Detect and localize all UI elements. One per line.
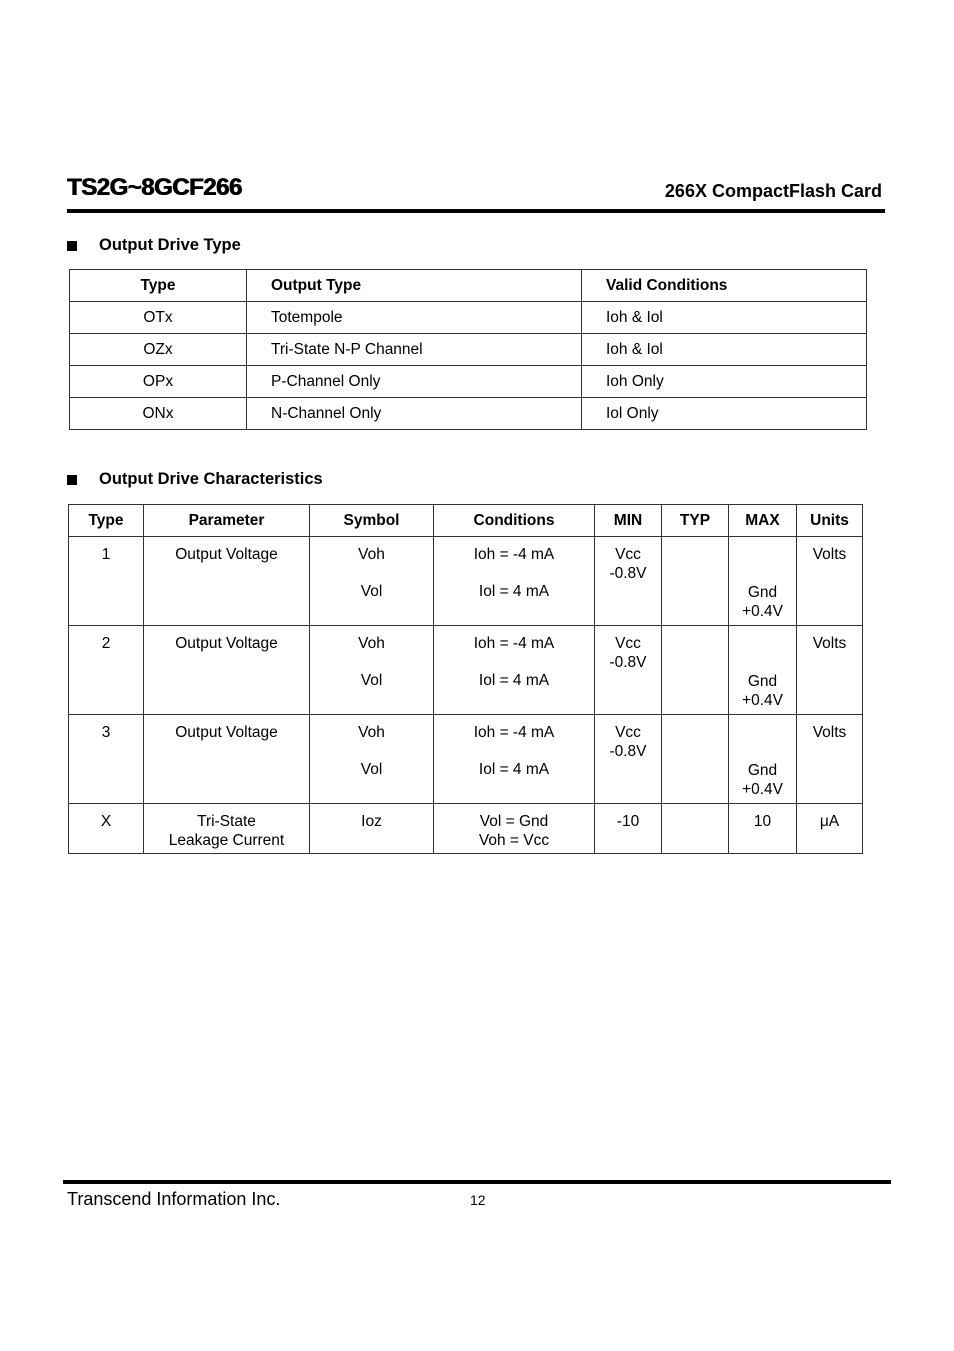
type-cell: 2 bbox=[69, 626, 144, 715]
column-header: Units bbox=[797, 505, 863, 537]
page-number: 12 bbox=[470, 1192, 486, 1208]
section-heading-output-drive-characteristics bbox=[67, 470, 323, 489]
section-heading-text: Output Drive Type bbox=[99, 236, 241, 254]
output-drive-type-table bbox=[69, 269, 867, 430]
column-header: Symbol bbox=[310, 505, 434, 537]
table-cell: OTx bbox=[70, 302, 247, 334]
table-cell: ONx bbox=[70, 398, 247, 430]
parameter-cell: Output Voltage bbox=[144, 537, 310, 626]
footer-rule bbox=[63, 1180, 891, 1184]
column-header: Conditions bbox=[434, 505, 595, 537]
units-cell: Volts bbox=[797, 626, 863, 715]
column-header: Parameter bbox=[144, 505, 310, 537]
units-cell: Volts bbox=[797, 715, 863, 804]
typ-cell bbox=[662, 804, 729, 854]
section-heading-text: Output Drive Characteristics bbox=[99, 470, 323, 488]
max-cell: 10 bbox=[729, 804, 797, 854]
parameter-cell: Output Voltage bbox=[144, 715, 310, 804]
type-cell: 1 bbox=[69, 537, 144, 626]
table-cell: Totempole bbox=[247, 302, 582, 334]
section-heading-output-drive-type bbox=[67, 236, 241, 255]
min-cell: -10 bbox=[595, 804, 662, 854]
typ-cell bbox=[662, 626, 729, 715]
symbol-cell: Ioz bbox=[310, 804, 434, 854]
output-drive-characteristics-table bbox=[68, 504, 863, 854]
typ-cell bbox=[662, 537, 729, 626]
column-header: Valid Conditions bbox=[582, 270, 867, 302]
symbol-cell: Voh Vol bbox=[310, 715, 434, 804]
column-header: MAX bbox=[729, 505, 797, 537]
table-cell: OZx bbox=[70, 334, 247, 366]
square-bullet-icon bbox=[67, 475, 77, 485]
conditions-cell: Ioh = -4 mA Iol = 4 mA bbox=[434, 626, 595, 715]
min-cell: Vcc -0.8V bbox=[595, 715, 662, 804]
symbol-cell: Voh Vol bbox=[310, 537, 434, 626]
max-cell: Gnd +0.4V bbox=[729, 537, 797, 626]
document-title: TS2G~8GCF266 bbox=[67, 174, 242, 201]
table-row bbox=[70, 366, 867, 398]
units-cell: Volts bbox=[797, 537, 863, 626]
table-cell: Iol Only bbox=[582, 398, 867, 430]
table-cell: Ioh & Iol bbox=[582, 302, 867, 334]
column-header: Output Type bbox=[247, 270, 582, 302]
table-cell: OPx bbox=[70, 366, 247, 398]
type-cell: 3 bbox=[69, 715, 144, 804]
min-cell: Vcc -0.8V bbox=[595, 537, 662, 626]
max-cell: Gnd +0.4V bbox=[729, 626, 797, 715]
conditions-cell: Ioh = -4 mA Iol = 4 mA bbox=[434, 715, 595, 804]
table-cell: Ioh & Iol bbox=[582, 334, 867, 366]
typ-cell bbox=[662, 715, 729, 804]
table-cell: Ioh Only bbox=[582, 366, 867, 398]
table-row bbox=[70, 334, 867, 366]
table-row bbox=[69, 537, 863, 626]
symbol-cell: Voh Vol bbox=[310, 626, 434, 715]
column-header: Type bbox=[69, 505, 144, 537]
parameter-cell: Tri-State Leakage Current bbox=[144, 804, 310, 854]
document-subtitle: 266X CompactFlash Card bbox=[664, 181, 882, 201]
units-cell: μA bbox=[797, 804, 863, 854]
conditions-cell: Ioh = -4 mA Iol = 4 mA bbox=[434, 537, 595, 626]
column-header: TYP bbox=[662, 505, 729, 537]
type-cell: X bbox=[69, 804, 144, 854]
table-header-row bbox=[69, 505, 863, 537]
min-cell: Vcc -0.8V bbox=[595, 626, 662, 715]
table-row bbox=[69, 626, 863, 715]
max-cell: Gnd +0.4V bbox=[729, 715, 797, 804]
table-row bbox=[69, 804, 863, 854]
square-bullet-icon bbox=[67, 241, 77, 251]
table-cell: P-Channel Only bbox=[247, 366, 582, 398]
table-header-row bbox=[70, 270, 867, 302]
conditions-cell: Vol = Gnd Voh = Vcc bbox=[434, 804, 595, 854]
table-row bbox=[70, 302, 867, 334]
column-header: Type bbox=[70, 270, 247, 302]
table-row bbox=[69, 715, 863, 804]
footer-company: Transcend Information Inc. bbox=[67, 1189, 281, 1209]
column-header: MIN bbox=[595, 505, 662, 537]
parameter-cell: Output Voltage bbox=[144, 626, 310, 715]
table-row bbox=[70, 398, 867, 430]
table-cell: N-Channel Only bbox=[247, 398, 582, 430]
header-rule bbox=[67, 209, 885, 213]
table-cell: Tri-State N-P Channel bbox=[247, 334, 582, 366]
